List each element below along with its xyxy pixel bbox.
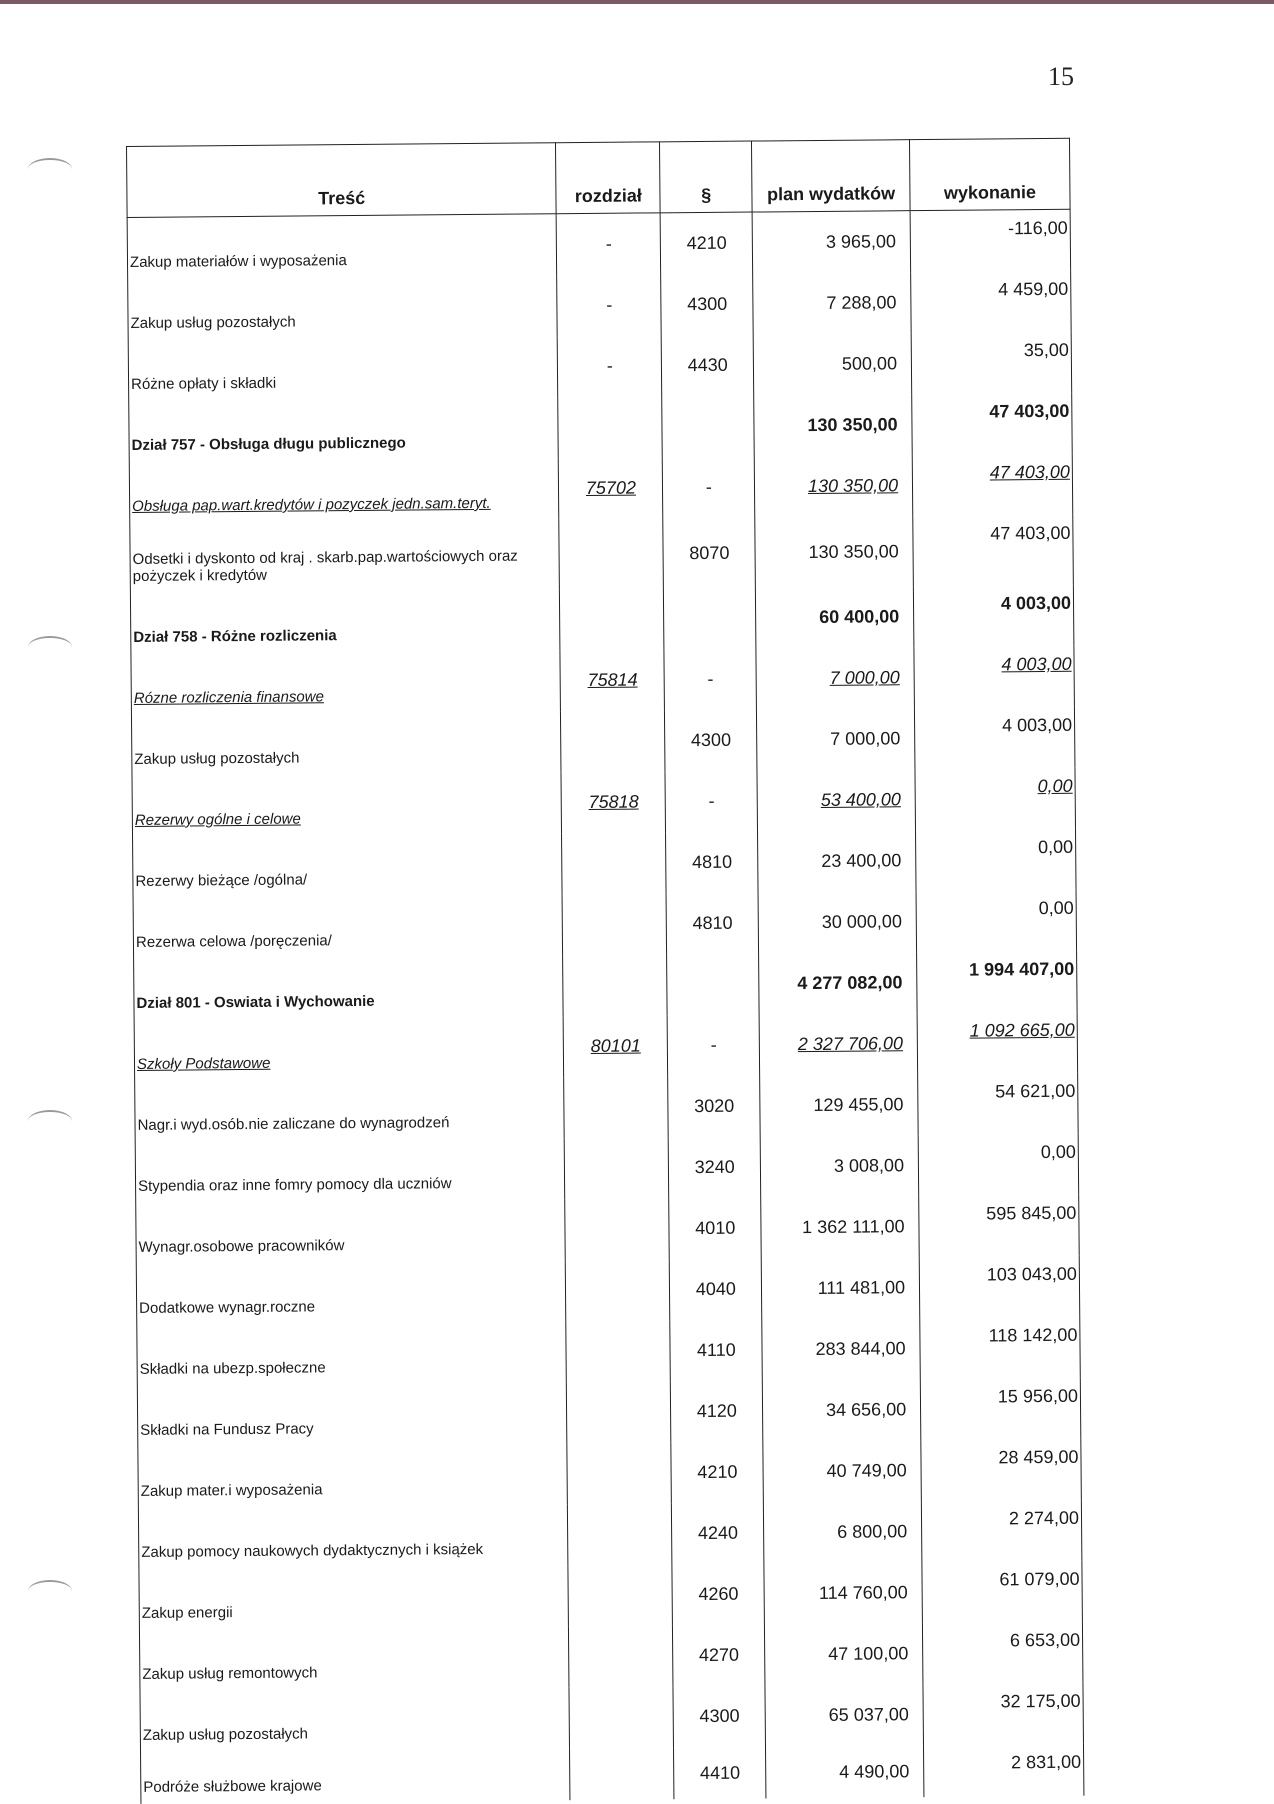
table-row <box>140 1683 1083 1752</box>
header-paragraf: § <box>660 141 753 213</box>
header-rozdzial: rozdział <box>556 142 661 214</box>
cell-wykonanie: 595 845,00 <box>919 1195 1079 1257</box>
cell-plan: 130 350,00 <box>755 516 913 587</box>
cell-tresc: Zakup usług pozostałych <box>131 711 561 776</box>
cell-rozdzial: - <box>557 274 661 336</box>
cell-tresc: Rózne rozliczenia finansowe <box>131 650 561 715</box>
cell-rozdzial <box>564 1076 668 1138</box>
cell-wykonanie: 35,00 <box>911 332 1071 394</box>
cell-plan: 4 277 082,00 <box>759 952 917 1014</box>
cell-tresc: Składki na ubezp.społeczne <box>137 1321 567 1386</box>
cell-paragraf: 4810 <box>666 832 758 894</box>
cell-rozdzial <box>561 710 665 772</box>
cell-wykonanie: 118 142,00 <box>920 1317 1080 1379</box>
cell-wykonanie: 32 175,00 <box>923 1683 1083 1745</box>
cell-paragraf: 8070 <box>663 518 755 589</box>
cell-wykonanie: 103 043,00 <box>919 1256 1079 1318</box>
cell-wykonanie: 54 621,00 <box>918 1073 1078 1135</box>
cell-paragraf: 4040 <box>670 1258 762 1320</box>
cell-plan: 1 362 111,00 <box>761 1196 919 1258</box>
cell-tresc: Zakup usług pozostałych <box>140 1687 570 1752</box>
table-row <box>137 1317 1080 1386</box>
cell-tresc: Odsetki i dyskonto od kraj . skarb.pap.wartościowych oraz pożyczek i kredytów <box>130 519 560 593</box>
cell-paragraf: 4110 <box>670 1319 762 1381</box>
cell-plan: 114 760,00 <box>764 1562 922 1624</box>
cell-plan: 40 749,00 <box>763 1440 921 1502</box>
punch-hole-mark <box>28 636 72 658</box>
cell-rozdzial <box>569 1625 673 1687</box>
cell-rozdzial <box>566 1259 670 1321</box>
table-row <box>135 1073 1078 1142</box>
cell-plan: 500,00 <box>753 333 911 395</box>
cell-wykonanie: 4 003,00 <box>913 585 1073 647</box>
table-row <box>135 1134 1078 1203</box>
cell-plan: 60 400,00 <box>756 586 914 648</box>
cell-tresc: Składki na Fundusz Pracy <box>137 1382 567 1447</box>
cell-rozdzial <box>565 1198 669 1260</box>
table-row <box>139 1561 1082 1630</box>
table-row <box>131 707 1074 776</box>
cell-tresc: Obsługa pap.wart.kredytów i pozyczek jedn.sam.teryt. <box>129 458 559 523</box>
table-row <box>141 1744 1084 1804</box>
cell-paragraf: - <box>665 771 757 833</box>
rozdzial-row <box>134 1012 1077 1081</box>
cell-plan: 3 965,00 <box>752 211 910 274</box>
cell-plan: 23 400,00 <box>758 830 916 892</box>
cell-tresc: Różne opłaty i składki <box>128 336 558 401</box>
cell-paragraf: 4410 <box>674 1746 766 1799</box>
cell-rozdzial <box>560 588 664 650</box>
cell-wykonanie: 4 003,00 <box>915 707 1075 769</box>
cell-tresc: Rezerwa celowa /poręczenia/ <box>133 894 563 959</box>
cell-wykonanie: 6 653,00 <box>923 1622 1083 1684</box>
dzial-row <box>134 951 1077 1020</box>
table-row <box>127 209 1071 279</box>
rozdzial-row <box>129 454 1072 523</box>
cell-rozdzial <box>559 518 664 589</box>
cell-plan: 283 844,00 <box>762 1318 920 1380</box>
cell-wykonanie: -116,00 <box>910 209 1070 272</box>
table-row <box>138 1439 1081 1508</box>
cell-wykonanie: 1 994 407,00 <box>917 951 1077 1013</box>
header-row <box>127 138 1071 217</box>
cell-tresc: Wynagr.osobowe pracowników <box>136 1199 566 1264</box>
table-row <box>138 1500 1081 1569</box>
cell-paragraf: 4260 <box>672 1563 764 1625</box>
cell-rozdzial <box>562 893 666 955</box>
cell-paragraf: 4010 <box>669 1197 761 1259</box>
cell-tresc: Zakup pomocy naukowych dydaktycznych i książek <box>138 1504 568 1569</box>
cell-wykonanie: 47 403,00 <box>913 515 1073 586</box>
cell-tresc: Zakup mater.i wyposażenia <box>138 1443 568 1508</box>
cell-rozdzial <box>563 954 667 1016</box>
cell-tresc: Dział 758 - Różne rozliczenia <box>130 589 560 654</box>
table-row <box>136 1256 1079 1325</box>
cell-rozdzial: 75818 <box>561 771 665 833</box>
table-body <box>127 209 1084 1804</box>
cell-plan: 4 490,00 <box>766 1745 924 1798</box>
cell-rozdzial <box>562 832 666 894</box>
cell-rozdzial: 75814 <box>560 649 664 711</box>
cell-paragraf: 4300 <box>661 274 753 336</box>
cell-rozdzial <box>568 1564 672 1626</box>
scan-top-edge <box>0 0 1274 4</box>
cell-wykonanie: 0,00 <box>916 890 1076 952</box>
table-row <box>133 829 1076 898</box>
cell-rozdzial <box>567 1381 671 1443</box>
cell-paragraf: 4300 <box>665 710 757 772</box>
cell-rozdzial: - <box>557 213 661 275</box>
cell-tresc: Rezerwy bieżące /ogólna/ <box>133 833 563 898</box>
cell-paragraf <box>667 954 759 1016</box>
cell-wykonanie: 47 403,00 <box>912 454 1072 516</box>
cell-plan: 130 350,00 <box>754 455 912 517</box>
cell-paragraf <box>664 588 756 650</box>
cell-wykonanie: 0,00 <box>915 768 1075 830</box>
cell-plan: 30 000,00 <box>758 891 916 953</box>
cell-plan: 6 800,00 <box>764 1501 922 1563</box>
cell-plan: 129 455,00 <box>760 1074 918 1136</box>
table-row <box>130 515 1074 593</box>
cell-wykonanie: 4 459,00 <box>911 271 1071 333</box>
cell-wykonanie: 61 079,00 <box>922 1561 1082 1623</box>
table-row <box>133 890 1076 959</box>
header-tresc: Treść <box>127 143 557 218</box>
table-row <box>136 1195 1079 1264</box>
cell-paragraf: 4210 <box>671 1441 763 1503</box>
budget-table-container <box>126 138 1082 1796</box>
cell-tresc: Zakup energii <box>139 1565 569 1630</box>
cell-wykonanie: 0,00 <box>918 1134 1078 1196</box>
cell-paragraf: 4810 <box>666 893 758 955</box>
cell-plan: 7 288,00 <box>753 272 911 334</box>
cell-tresc: Nagr.i wyd.osób.nie zaliczane do wynagrodzeń <box>135 1077 565 1142</box>
rozdzial-row <box>131 646 1074 715</box>
cell-tresc: Rezerwy ogólne i celowe <box>132 772 562 837</box>
cell-rozdzial <box>558 396 662 458</box>
cell-rozdzial <box>566 1320 670 1382</box>
cell-rozdzial <box>567 1442 671 1504</box>
cell-plan: 47 100,00 <box>765 1623 923 1685</box>
page-number: 15 <box>1048 62 1074 91</box>
cell-wykonanie: 2 831,00 <box>924 1744 1084 1797</box>
cell-paragraf: - <box>667 1015 759 1077</box>
punch-hole-mark <box>28 1580 72 1602</box>
header-plan: plan wydatków <box>752 140 910 212</box>
cell-tresc: Szkoły Podstawowe <box>134 1016 564 1081</box>
cell-paragraf: 4270 <box>673 1624 765 1686</box>
cell-plan: 111 481,00 <box>761 1257 919 1319</box>
cell-tresc: Podróże służbowe krajowe <box>141 1748 571 1804</box>
cell-plan: 65 037,00 <box>765 1684 923 1746</box>
cell-paragraf: - <box>663 457 755 519</box>
dzial-row <box>130 585 1073 654</box>
cell-plan: 34 656,00 <box>763 1379 921 1441</box>
cell-wykonanie: 4 003,00 <box>914 646 1074 708</box>
cell-paragraf: 3020 <box>668 1076 760 1138</box>
cell-wykonanie: 1 092 665,00 <box>917 1012 1077 1074</box>
cell-plan: 7 000,00 <box>756 647 914 709</box>
cell-wykonanie: 28 459,00 <box>921 1439 1081 1501</box>
cell-plan: 53 400,00 <box>757 769 915 831</box>
cell-rozdzial <box>569 1686 673 1748</box>
cell-plan: 2 327 706,00 <box>759 1013 917 1075</box>
cell-paragraf: 3240 <box>669 1137 761 1199</box>
cell-paragraf: 4210 <box>660 212 752 274</box>
cell-wykonanie: 2 274,00 <box>921 1500 1081 1562</box>
table-row <box>139 1622 1082 1691</box>
punch-hole-mark <box>28 158 72 180</box>
cell-wykonanie: 0,00 <box>916 829 1076 891</box>
cell-rozdzial <box>570 1747 674 1800</box>
cell-tresc: Zakup materiałów i wyposażenia <box>127 214 557 279</box>
cell-tresc: Stypendia oraz inne fomry pomocy dla uczniów <box>135 1138 565 1203</box>
cell-paragraf: 4430 <box>662 335 754 397</box>
table-row <box>128 332 1071 401</box>
header-wykonanie: wykonanie <box>910 138 1071 210</box>
cell-paragraf: 4300 <box>673 1685 765 1747</box>
cell-tresc: Zakup usług pozostałych <box>128 275 558 340</box>
budget-table <box>126 138 1084 1804</box>
cell-paragraf: - <box>664 649 756 711</box>
cell-wykonanie: 47 403,00 <box>912 393 1072 455</box>
cell-rozdzial: 80101 <box>564 1015 668 1077</box>
cell-plan: 130 350,00 <box>754 394 912 456</box>
cell-tresc: Dział 801 - Oswiata i Wychowanie <box>134 955 564 1020</box>
cell-plan: 7 000,00 <box>757 708 915 770</box>
cell-tresc: Dodatkowe wynagr.roczne <box>136 1260 566 1325</box>
cell-paragraf <box>662 396 754 458</box>
cell-rozdzial <box>568 1503 672 1565</box>
table-row <box>128 271 1071 340</box>
cell-paragraf: 4120 <box>671 1380 763 1442</box>
rozdzial-row <box>132 768 1075 837</box>
cell-rozdzial: 75702 <box>559 457 663 519</box>
cell-rozdzial <box>565 1137 669 1199</box>
cell-paragraf: 4240 <box>672 1502 764 1564</box>
cell-plan: 3 008,00 <box>760 1135 918 1197</box>
cell-wykonanie: 15 956,00 <box>920 1378 1080 1440</box>
cell-tresc: Dział 757 - Obsługa długu publicznego <box>129 397 559 462</box>
punch-hole-mark <box>28 1110 72 1132</box>
cell-rozdzial: - <box>558 335 662 397</box>
table-row <box>137 1378 1080 1447</box>
dzial-row <box>129 393 1072 462</box>
cell-tresc: Zakup usług remontowych <box>139 1626 569 1691</box>
